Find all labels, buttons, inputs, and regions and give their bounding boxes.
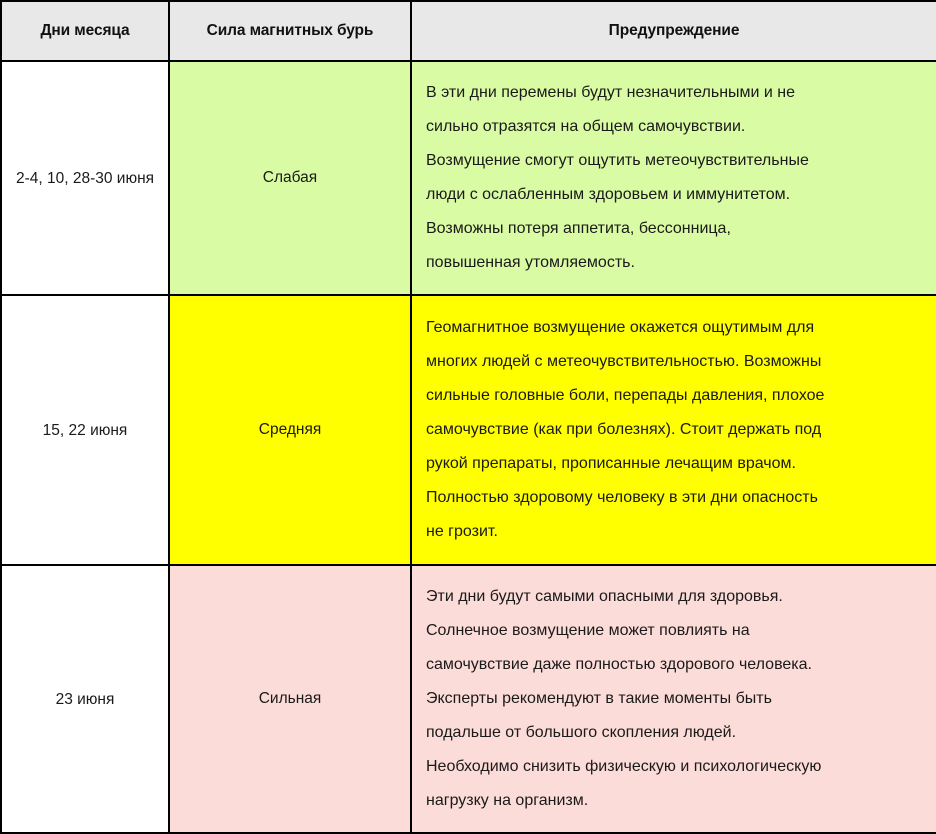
warning-line: Возможны потеря аппетита, бессонница, (426, 220, 731, 237)
warning-line: самочувствие (как при болезнях). Стоит держать под (426, 421, 822, 438)
column-header-power: Сила магнитных бурь (169, 1, 411, 61)
warning-line: люди с ослабленным здоровьем и иммунитетом. (426, 186, 791, 203)
warning-line: Солнечное возмущение может повлиять на (426, 622, 750, 639)
cell-days: 2-4, 10, 28-30 июня (1, 61, 169, 295)
warning-line: Эти дни будут самыми опасными для здоровья. (426, 588, 783, 605)
warning-line: сильно отразятся на общем самочувствии. (426, 118, 746, 135)
warning-line: сильные головные боли, перепады давления, плохое (426, 387, 825, 404)
warning-line: Необходимо снизить физическую и психологическую (426, 758, 822, 775)
warning-line: повышенная утомляемость. (426, 254, 635, 271)
table-header (1, 1, 936, 61)
warning-line: подальше от большого скопления людей. (426, 724, 737, 741)
cell-warning (411, 295, 936, 565)
warning-line: Эксперты рекомендуют в такие моменты быть (426, 690, 772, 707)
table-row (1, 61, 936, 295)
warning-line: многих людей с метеочувствительностью. Возможны (426, 353, 822, 370)
column-header-days: Дни месяца (1, 1, 169, 61)
cell-warning (411, 61, 936, 295)
cell-storm-power: Слабая (169, 61, 411, 295)
warning-line: не грозит. (426, 523, 498, 540)
cell-days: 23 июня (1, 565, 169, 833)
cell-days: 15, 22 июня (1, 295, 169, 565)
cell-warning (411, 565, 936, 833)
column-header-warning: Предупреждение (411, 1, 936, 61)
warning-line: Полностью здоровому человеку в эти дни опасность (426, 489, 818, 506)
cell-storm-power: Сильная (169, 565, 411, 833)
warning-line: самочувствие даже полностью здорового человека. (426, 656, 812, 673)
table-body (1, 61, 936, 833)
table-row (1, 295, 936, 565)
table-header-row (1, 1, 936, 61)
warning-line: нагрузку на организм. (426, 792, 589, 809)
table-row (1, 565, 936, 833)
warning-line: Возмущение смогут ощутить метеочувствительные (426, 152, 809, 169)
cell-storm-power: Средняя (169, 295, 411, 565)
warning-line: В эти дни перемены будут незначительными и не (426, 84, 796, 101)
warning-line: рукой препараты, прописанные лечащим врачом. (426, 455, 796, 472)
warning-line: Геомагнитное возмущение окажется ощутимым для (426, 319, 815, 336)
